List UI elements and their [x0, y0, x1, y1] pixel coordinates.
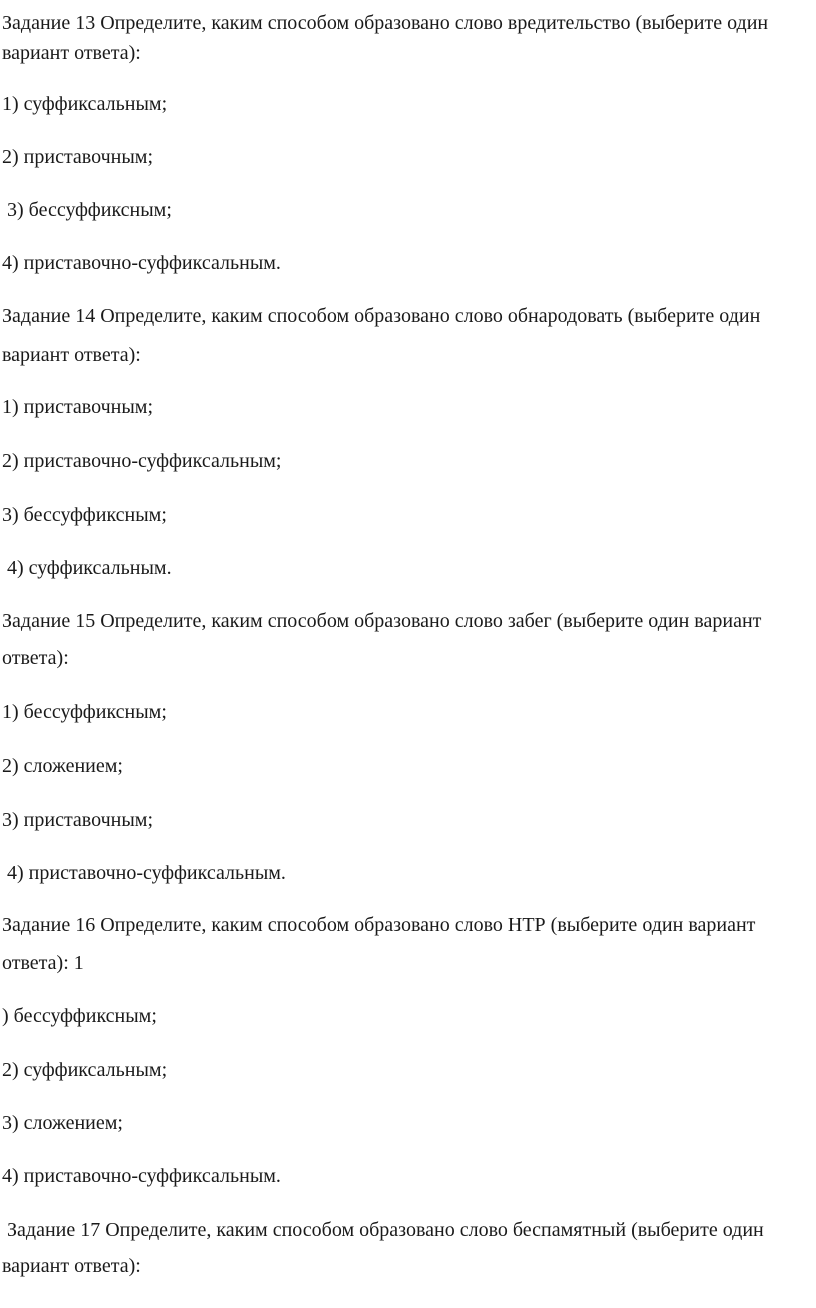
task-16-option-2: 2) суффиксальным;: [2, 1059, 168, 1081]
task-13-option-4: 4) приставочно-суффиксальным.: [2, 252, 281, 274]
task-15-question: Задание 15 Определите, каким способом образовано слово забег (выберите один вариант: [2, 610, 762, 632]
task-17-question-cont: вариант ответа):: [2, 1255, 141, 1277]
task-15-question-cont: ответа):: [2, 647, 69, 669]
task-16-option-4: 4) приставочно-суффиксальным.: [2, 1165, 281, 1187]
task-13-question: Задание 13 Определите, каким способом образовано слово вредительство (выберите один: [2, 12, 769, 34]
task-17-question: Задание 17 Определите, каким способом образовано слово беспамятный (выберите один: [7, 1219, 764, 1241]
task-14-option-3: 3) бессуффиксным;: [2, 504, 167, 526]
task-14-question: Задание 14 Определите, каким способом образовано слово обнародовать (выберите один: [2, 305, 761, 327]
task-13-question-cont: вариант ответа):: [2, 42, 141, 64]
task-15-option-3: 3) приставочным;: [2, 809, 154, 831]
task-14-option-4: 4) суффиксальным.: [7, 557, 172, 579]
task-13-option-3: 3) бессуффиксным;: [7, 199, 172, 221]
task-16-question: Задание 16 Определите, каким способом образовано слово НТР (выберите один вариант: [2, 914, 756, 936]
task-15-option-1: 1) бессуффиксным;: [2, 701, 167, 723]
task-14-question-cont: вариант ответа):: [2, 344, 141, 366]
task-16-question-cont: ответа): 1: [2, 952, 84, 974]
task-15-option-4: 4) приставочно-суффиксальным.: [7, 862, 286, 884]
task-15-option-2: 2) сложением;: [2, 755, 123, 777]
task-14-option-1: 1) приставочным;: [2, 396, 154, 418]
task-16-option-3: 3) сложением;: [2, 1112, 123, 1134]
task-16-option-1: ) бессуффиксным;: [2, 1005, 157, 1027]
task-13-option-2: 2) приставочным;: [2, 146, 154, 168]
task-14-option-2: 2) приставочно-суффиксальным;: [2, 450, 282, 472]
task-13-option-1: 1) суффиксальным;: [2, 93, 168, 115]
